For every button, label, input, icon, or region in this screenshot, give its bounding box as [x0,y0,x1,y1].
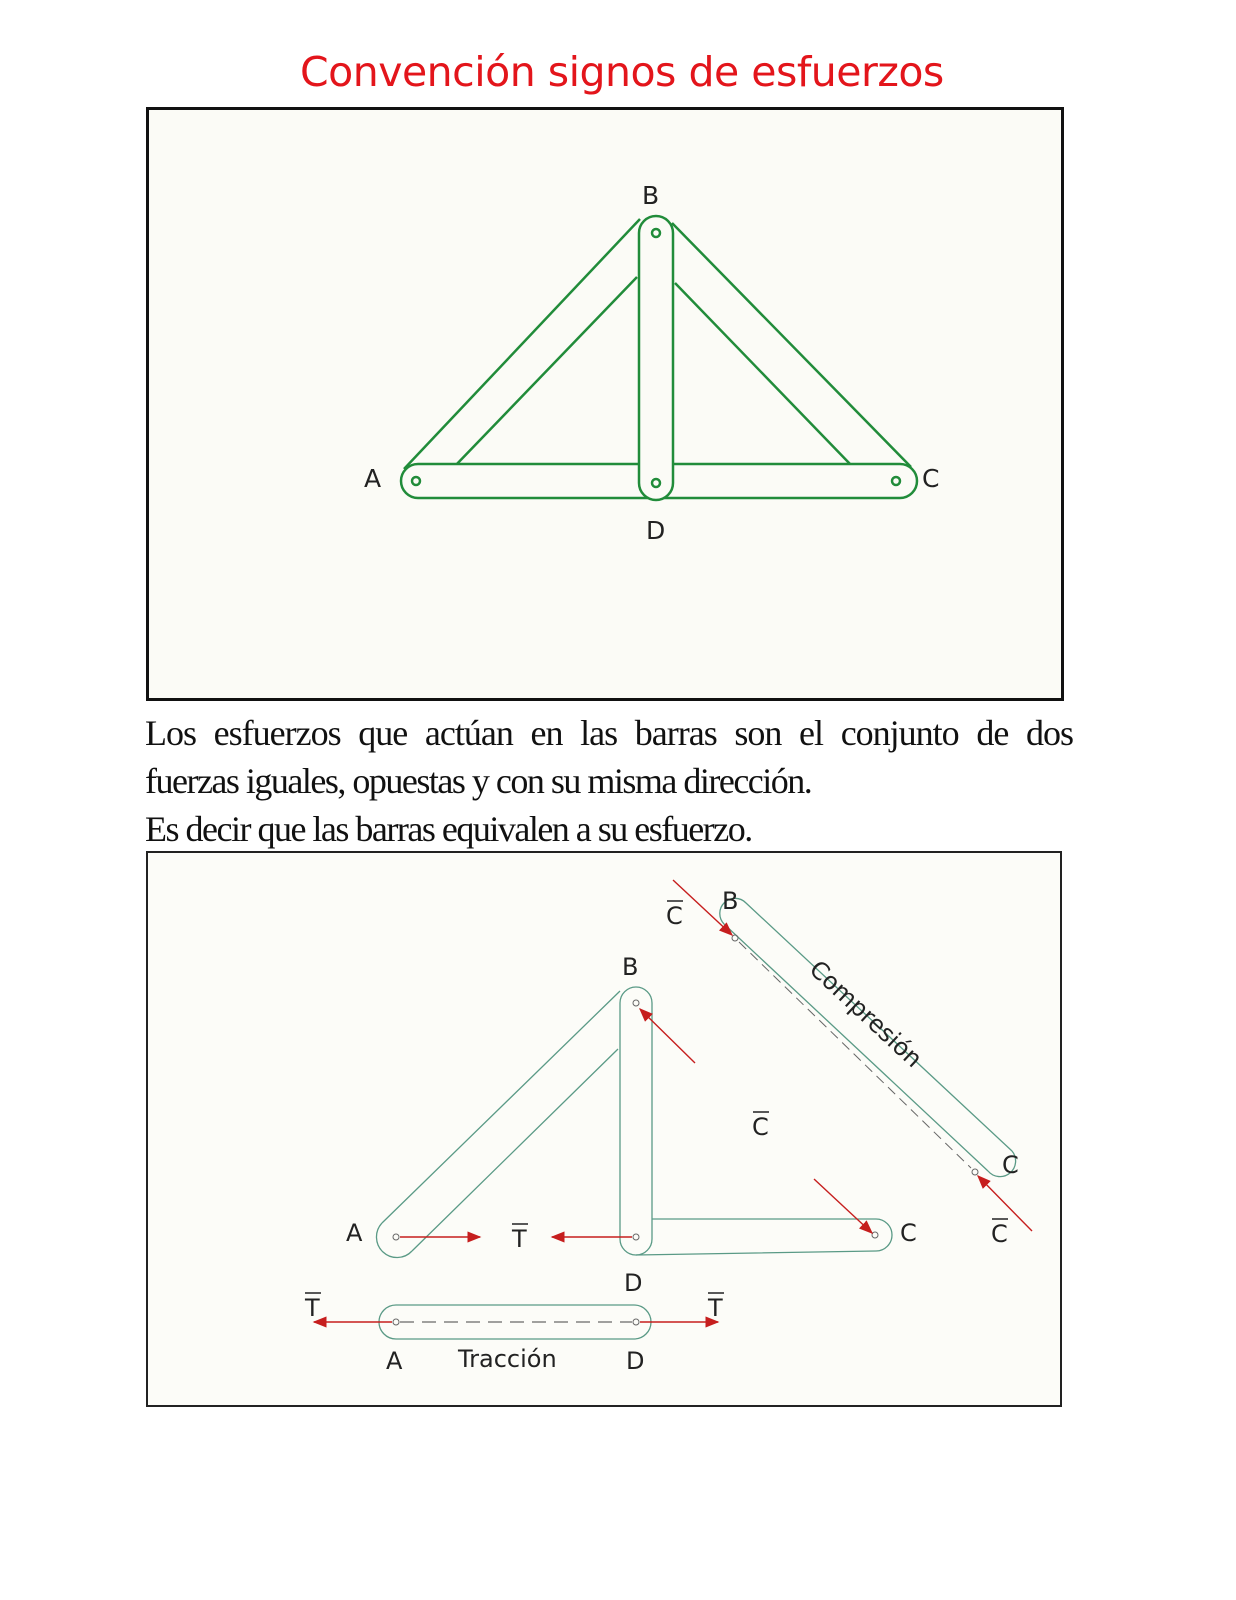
compression-label: Compresión [803,954,928,1074]
explanation-paragraph [145,709,1073,853]
label-c: C [900,1219,917,1247]
traction-label-d: D [626,1347,645,1375]
compression-label-c: C [1002,1151,1019,1179]
force-symbol-t-mid: T [512,1225,527,1253]
force-symbol-c-mid: C [752,1113,769,1141]
paragraph-line-3: Es decir que las barras equivalen a su esfuerzo. [145,809,752,849]
force-symbol-c-top: C [666,902,683,930]
label-a: A [364,464,382,493]
label-d: D [624,1269,643,1297]
force-symbol-t-left: T [305,1294,320,1322]
label-b: B [642,181,660,210]
bar-bd [639,216,673,500]
label-b: B [622,953,639,981]
label-c: C [922,464,940,493]
figure-frame [147,852,1061,1406]
force-symbol-c-right: C [991,1220,1008,1248]
traction-label: Tracción [458,1345,557,1373]
force-symbol-t-right: T [708,1294,723,1322]
figure-frame [148,109,1063,700]
paragraph-line-1: Los esfuerzos que actúan en las barras son el conjunto de dos [145,713,1073,753]
compression-label-b: B [722,887,739,915]
traction-label-a: A [386,1347,403,1375]
truss-figure [146,107,1064,701]
label-d: D [646,516,666,545]
page-title: Convención signos de esfuerzos [300,48,944,96]
label-a: A [346,1219,363,1247]
paragraph-line-2: fuerzas iguales, opuestas y con su misma dirección. [145,761,812,801]
forces-figure [146,851,1062,1407]
